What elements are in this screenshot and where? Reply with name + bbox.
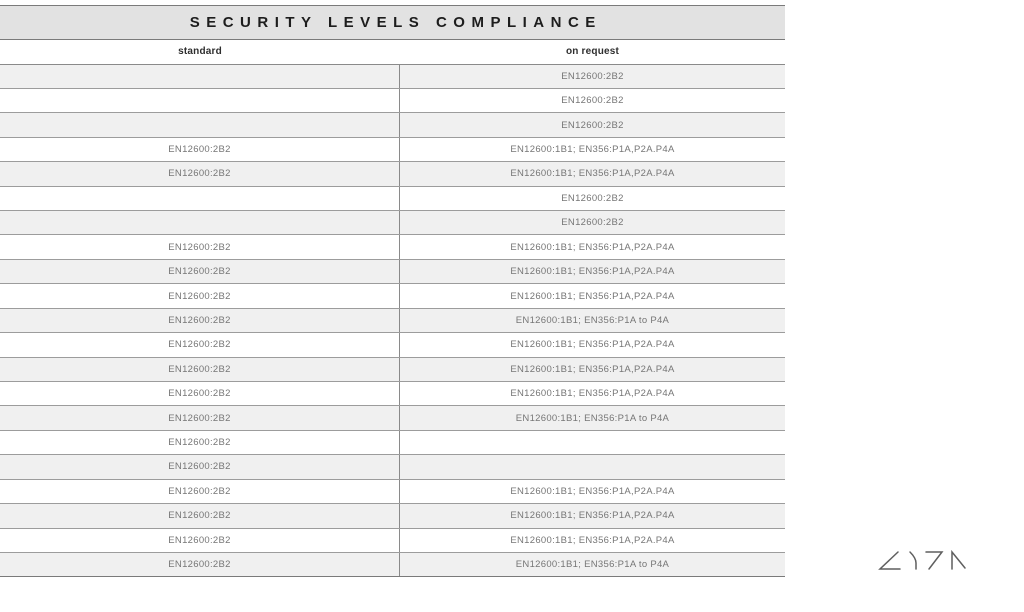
cell-on-request: EN12600:1B1; EN356:P1A,P2A.P4A (510, 266, 675, 278)
compliance-table (0, 5, 785, 577)
cell-standard: EN12600:2B2 (0, 284, 400, 307)
cell-on-request: EN12600:1B1; EN356:P1A,P2A.P4A (510, 388, 675, 400)
cell-on-request: EN12600:1B1; EN356:P1A,P2A.P4A (510, 143, 675, 155)
cell-on-request: EN12600:1B1; EN356:P1A,P2A.P4A (510, 241, 675, 253)
cell-on-request: EN12600:2B2 (561, 95, 624, 107)
cell-standard: EN12600:2B2 (0, 358, 400, 381)
table-row (0, 358, 785, 382)
cell-standard: EN12600:2B2 (0, 431, 400, 454)
column-header-on-request: on request (565, 46, 620, 58)
table-row (0, 480, 785, 504)
cell-standard: EN12600:2B2 (0, 455, 400, 478)
cell-on-request: EN12600:2B2 (561, 119, 624, 131)
hook-glyph-icon (910, 552, 916, 569)
cell-on-request: EN12600:1B1; EN356:P1A,P2A.P4A (510, 363, 675, 375)
table-row (0, 504, 785, 528)
cell-standard: EN12600:2B2 (0, 382, 400, 405)
cell-standard: EN12600:2B2 (0, 480, 400, 503)
table-title: SECURITY LEVELS COMPLIANCE (0, 5, 785, 40)
cell-on-request: EN12600:1B1; EN356:P1A to P4A (515, 412, 670, 424)
table-row (0, 162, 785, 186)
table-body (0, 65, 785, 578)
table-row (0, 187, 785, 211)
table-row (0, 138, 785, 162)
cell-on-request: EN12600:2B2 (561, 192, 624, 204)
cell-on-request: EN12600:2B2 (561, 217, 624, 229)
table-row (0, 211, 785, 235)
table-row (0, 553, 785, 577)
cell-standard: EN12600:2B2 (0, 162, 400, 185)
cell-standard: EN12600:2B2 (0, 309, 400, 332)
table-row (0, 382, 785, 406)
cell-standard (0, 187, 400, 210)
table-row (0, 333, 785, 357)
table-row (0, 284, 785, 308)
table-row (0, 431, 785, 455)
table-row (0, 406, 785, 430)
table-row (0, 260, 785, 284)
cell-on-request: EN12600:1B1; EN356:P1A to P4A (515, 314, 670, 326)
cell-on-request: EN12600:1B1; EN356:P1A,P2A.P4A (510, 339, 675, 351)
angle-glyph-icon (880, 552, 900, 569)
cell-standard: EN12600:2B2 (0, 260, 400, 283)
cell-standard (0, 113, 400, 136)
table-header-row (0, 40, 785, 65)
cell-standard (0, 65, 400, 88)
cell-on-request (400, 431, 785, 454)
table-row (0, 235, 785, 259)
cell-standard: EN12600:2B2 (0, 529, 400, 552)
table-row (0, 113, 785, 137)
cell-on-request: EN12600:1B1; EN356:P1A,P2A.P4A (510, 510, 675, 522)
seven-glyph-icon (926, 552, 942, 569)
cell-standard: EN12600:2B2 (0, 138, 400, 161)
cell-on-request: EN12600:1B1; EN356:P1A,P2A.P4A (510, 485, 675, 497)
table-row (0, 89, 785, 113)
cell-on-request: EN12600:1B1; EN356:P1A,P2A.P4A (510, 168, 675, 180)
cell-standard: EN12600:2B2 (0, 235, 400, 258)
table-row (0, 65, 785, 89)
cell-standard (0, 211, 400, 234)
cell-on-request: EN12600:2B2 (561, 70, 624, 82)
cell-standard: EN12600:2B2 (0, 333, 400, 356)
table-row (0, 309, 785, 333)
peak-glyph-icon (952, 552, 965, 569)
table-row (0, 529, 785, 553)
brand-logo (876, 548, 988, 576)
cell-on-request: EN12600:1B1; EN356:P1A,P2A.P4A (510, 534, 675, 546)
table-row (0, 455, 785, 479)
cell-standard: EN12600:2B2 (0, 504, 400, 527)
cell-standard (0, 89, 400, 112)
column-header-standard: standard (178, 46, 222, 58)
cell-on-request: EN12600:1B1; EN356:P1A,P2A.P4A (510, 290, 675, 302)
cell-on-request (400, 455, 785, 478)
cell-standard: EN12600:2B2 (0, 406, 400, 429)
cell-on-request: EN12600:1B1; EN356:P1A to P4A (515, 559, 670, 571)
cell-standard: EN12600:2B2 (0, 553, 400, 576)
